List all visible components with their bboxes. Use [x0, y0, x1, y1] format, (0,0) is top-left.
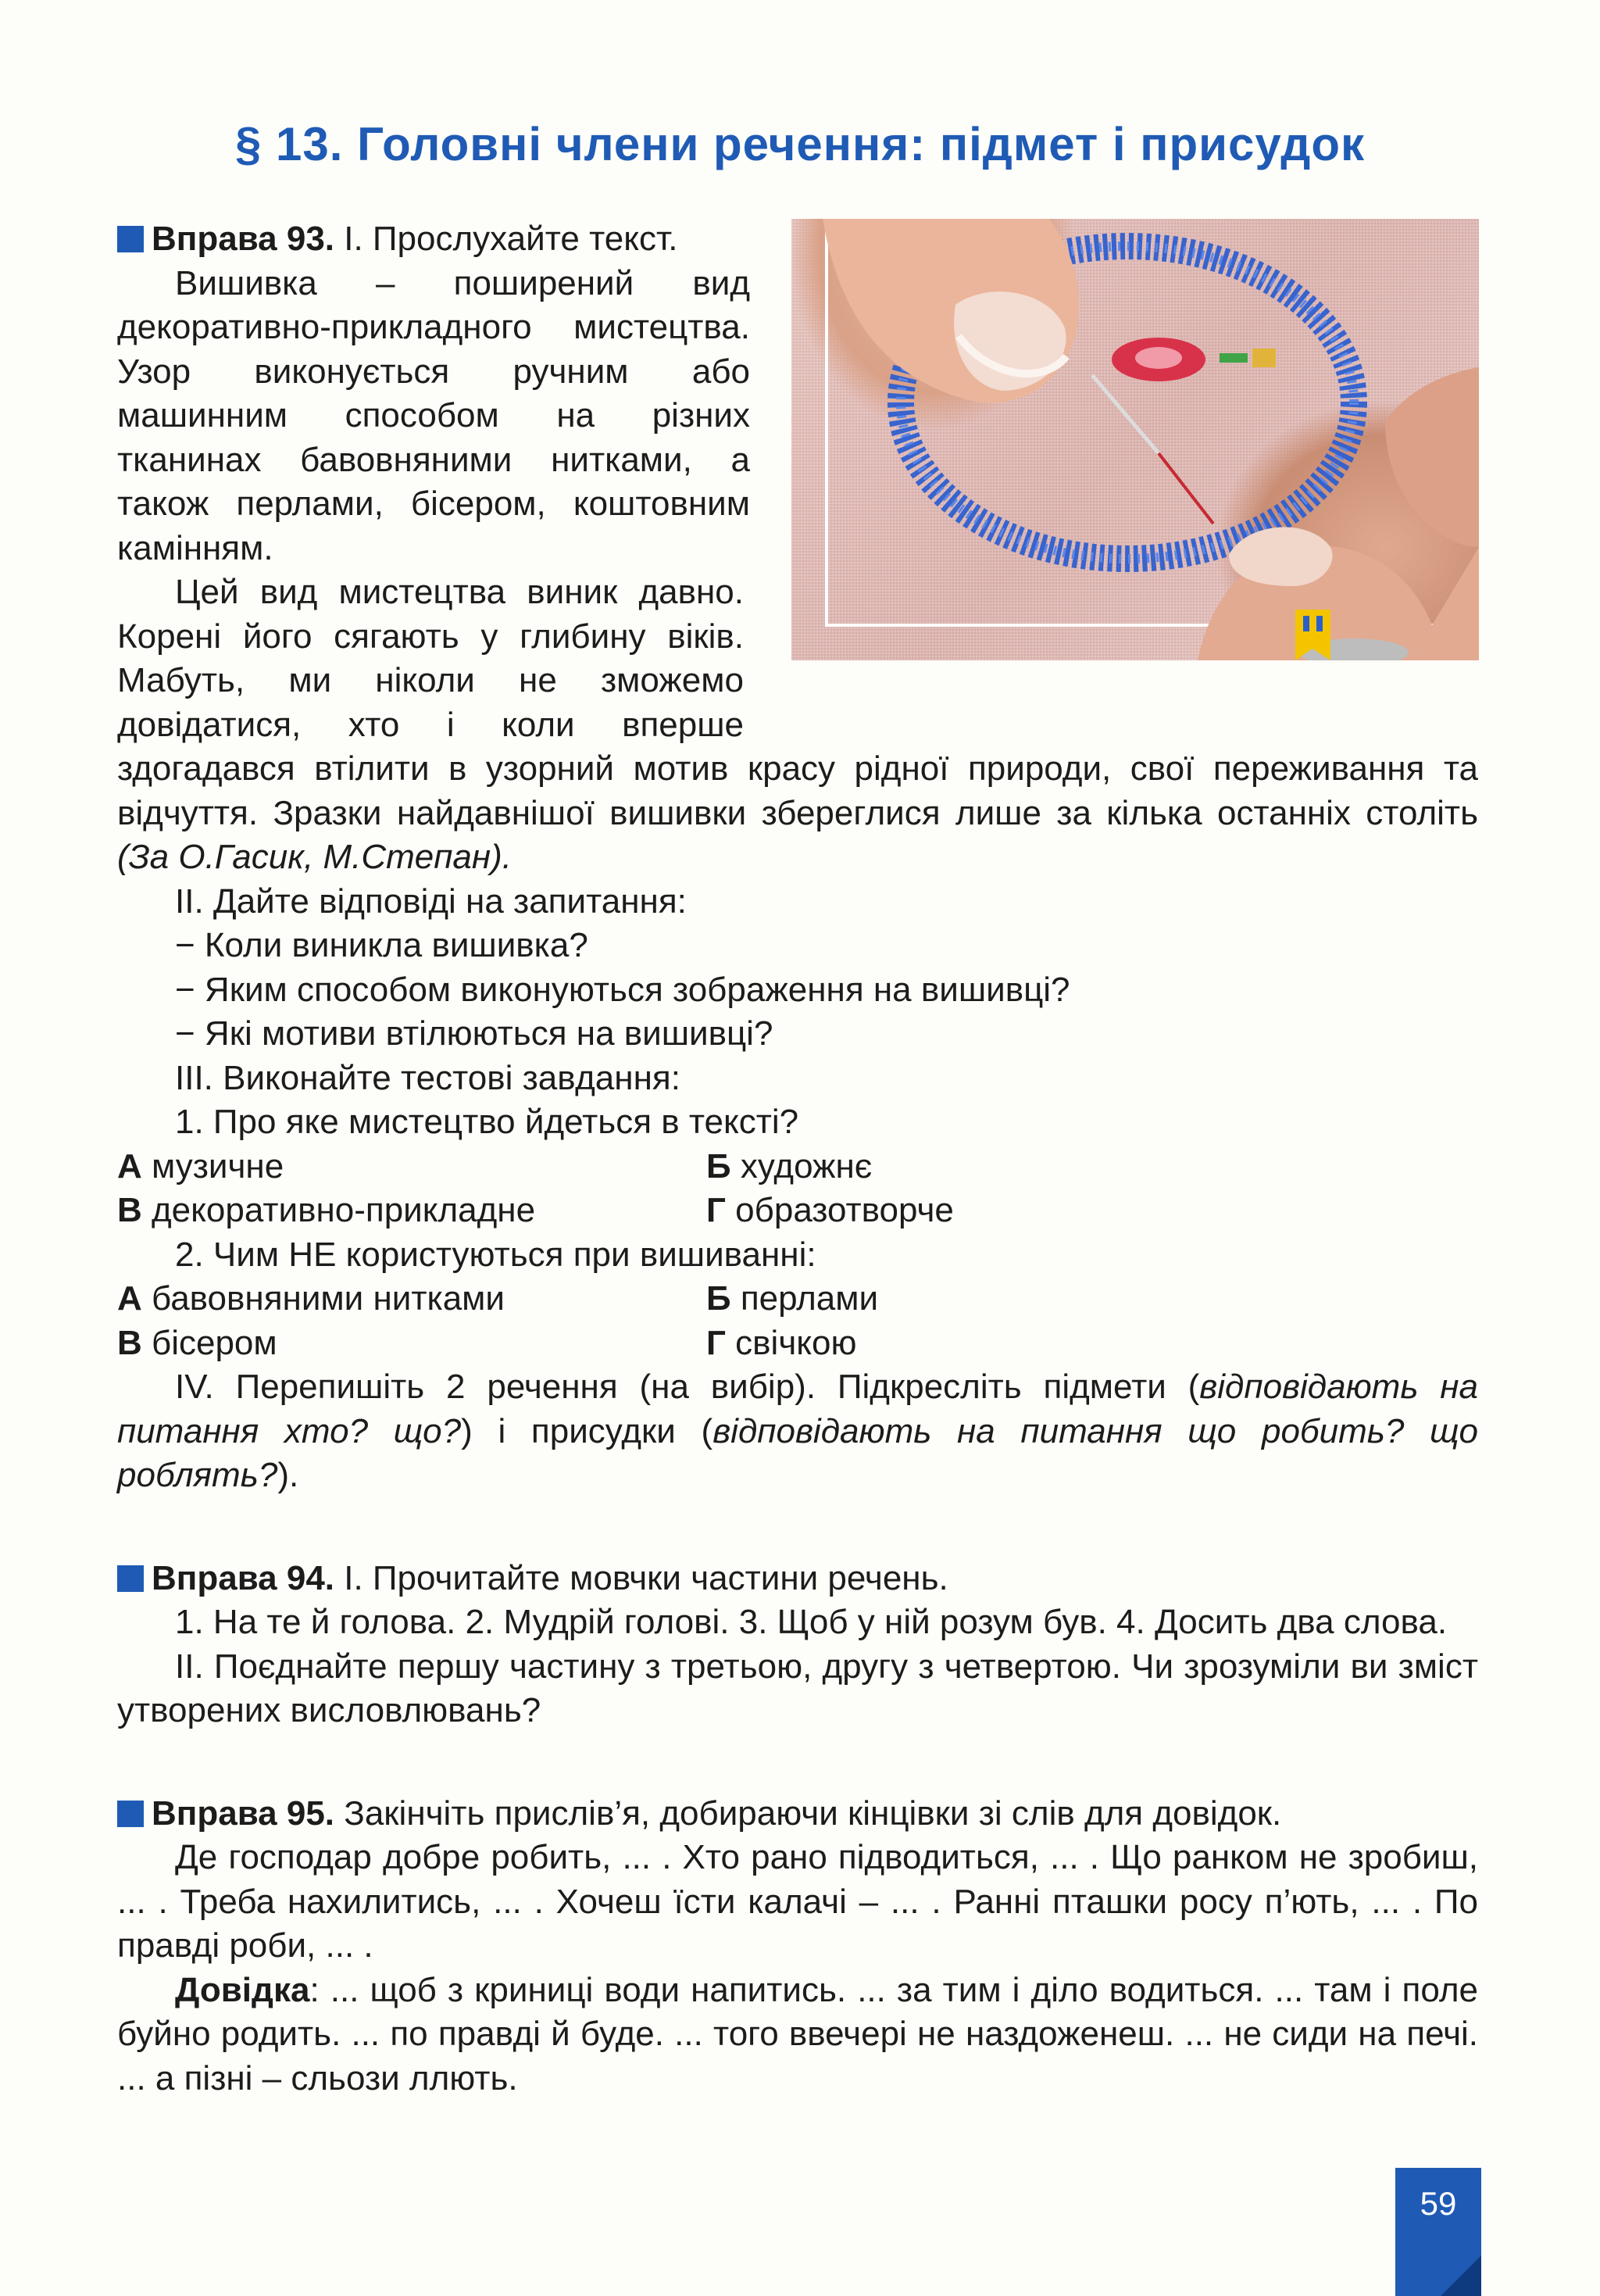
ex94-line2: ІІ. Поєднайте першу частину з третьою, другу з четвертою. Чи зрозуміли ви зміст утворених висловлювань?: [117, 1647, 1478, 1729]
ex95-reference: [117, 1969, 1478, 2101]
ex93-q-header: ІІ. Дайте відповіді на запитання:: [175, 882, 687, 921]
task4-text2: ) і присудки (: [461, 1411, 713, 1450]
option-text: декоративно-прикладне: [141, 1191, 536, 1229]
ex94-label: Вправа 94.: [152, 1558, 335, 1597]
ex93-para2-text: Цей вид мистецтва виник давно. Корені його сягають у глибину віків. Мабуть, ми ніколи не зможемо довідатися, хто і коли вперше здогадався втілити в узорний мотив красу рідної природи, свої переживання та відчуття. Зразки найдавнішої вишивки збереглися лише за кілька останніх століть: [117, 573, 1478, 832]
option-text: образотворче: [725, 1191, 954, 1229]
page-number-tab: [1395, 2168, 1481, 2296]
page-corner-fold: [1441, 2255, 1481, 2296]
page-number: 59: [1420, 2185, 1457, 2222]
ex94-heading: [117, 1557, 1478, 1601]
option-letter: Б: [706, 1146, 731, 1186]
ex95-task: Закінчіть прислів’я, добираючи кінцівки зі слів для довідок.: [334, 1794, 1282, 1833]
option-letter: А: [117, 1146, 142, 1186]
task4: [117, 1365, 1478, 1498]
ex93-source: (За О.Гасик, М.Степан).: [117, 838, 512, 876]
test1-options-row2: [117, 1189, 1478, 1233]
option-letter: В: [117, 1323, 142, 1362]
square-bullet-icon: [117, 226, 144, 252]
option-letter: А: [117, 1279, 142, 1318]
option-text: свічкою: [725, 1323, 857, 1362]
test1-question: 1. Про яке мистецтво йдеться в тексті?: [175, 1103, 799, 1141]
ex94-line1: 1. На те й голова. 2. Мудрій голові. 3. Щоб у ній розум був. 4. Досить два слова.: [175, 1603, 1448, 1641]
option-text: художнє: [730, 1146, 873, 1186]
test1-options-row1: [117, 1145, 1478, 1189]
option-text: бісером: [141, 1323, 277, 1362]
reference-text: : ... щоб з криниці води напитись. ... за тим і діло водиться. ... там і поле буйно родить. ... по правді й буде. ... того ввечері не наздоженеш. ... не сиди на печі. ... а пізні – сльози ллють.: [117, 1970, 1478, 2098]
ex94-task: І. Прочитайте мовчки частини речень.: [334, 1558, 948, 1597]
test-header: ІІІ. Виконайте тестові завдання:: [175, 1058, 680, 1097]
option-letter: Г: [706, 1191, 726, 1229]
ex95-label: Вправа 95.: [152, 1794, 335, 1833]
ex95-heading: [117, 1792, 1478, 1836]
ex93-label: Вправа 93.: [152, 220, 335, 258]
option-letter: Б: [706, 1279, 731, 1318]
task4-italic1: відповідають на питання хто? що?: [117, 1368, 1478, 1450]
option-text: перлами: [730, 1279, 879, 1318]
option-letter: Г: [706, 1323, 726, 1362]
option-text: музичне: [141, 1146, 284, 1186]
task4-text3: ).: [277, 1456, 299, 1494]
square-bullet-icon: [117, 1801, 144, 1827]
test2-options-row1: [117, 1277, 1478, 1321]
ex93-task: І. Прослухайте текст.: [334, 220, 678, 258]
square-bullet-icon: [117, 1565, 144, 1592]
question-2: − Яким способом виконуються зображення на вишивці?: [175, 970, 1070, 1009]
reference-label: Довідка: [175, 1970, 310, 2009]
ex95-text: Де господар добре робить, ... . Хто рано підводиться, ... . Що ранком не зробиш, ... . Треба нахилитись, ... . Хочеш їсти калачі – ... . Ранні пташки росу п’ють, ... . По правді роби, ... .: [117, 1838, 1478, 1965]
ex93-heading: [117, 217, 1478, 262]
task4-italic2: відповідають на питання що робить? що роблять?: [117, 1411, 1479, 1494]
option-text: бавовняними нитками: [141, 1279, 505, 1318]
test2-question: 2. Чим НЕ користуються при вишиванні:: [175, 1235, 816, 1274]
question-3: − Які мотиви втілюються на вишивці?: [175, 1014, 773, 1053]
ex93-para1: Вишивка – поширений вид декоративно-прикладного мистецтва. Узор виконується ручним або машинним способом на різних тканинах бавовняними нитками, а також перлами, бісером, коштовним камінням.: [117, 263, 750, 567]
test2-options-row2: [117, 1321, 1478, 1366]
section-title: § 13. Головні члени речення: підмет і присудок: [234, 118, 1366, 170]
ex93-para2: [117, 570, 1478, 880]
task4-text1: ІV. Перепишіть 2 речення (на вибір). Підкресліть підмети (: [175, 1368, 1200, 1406]
option-letter: В: [117, 1191, 142, 1229]
question-1: − Коли виникла вишивка?: [175, 926, 588, 964]
